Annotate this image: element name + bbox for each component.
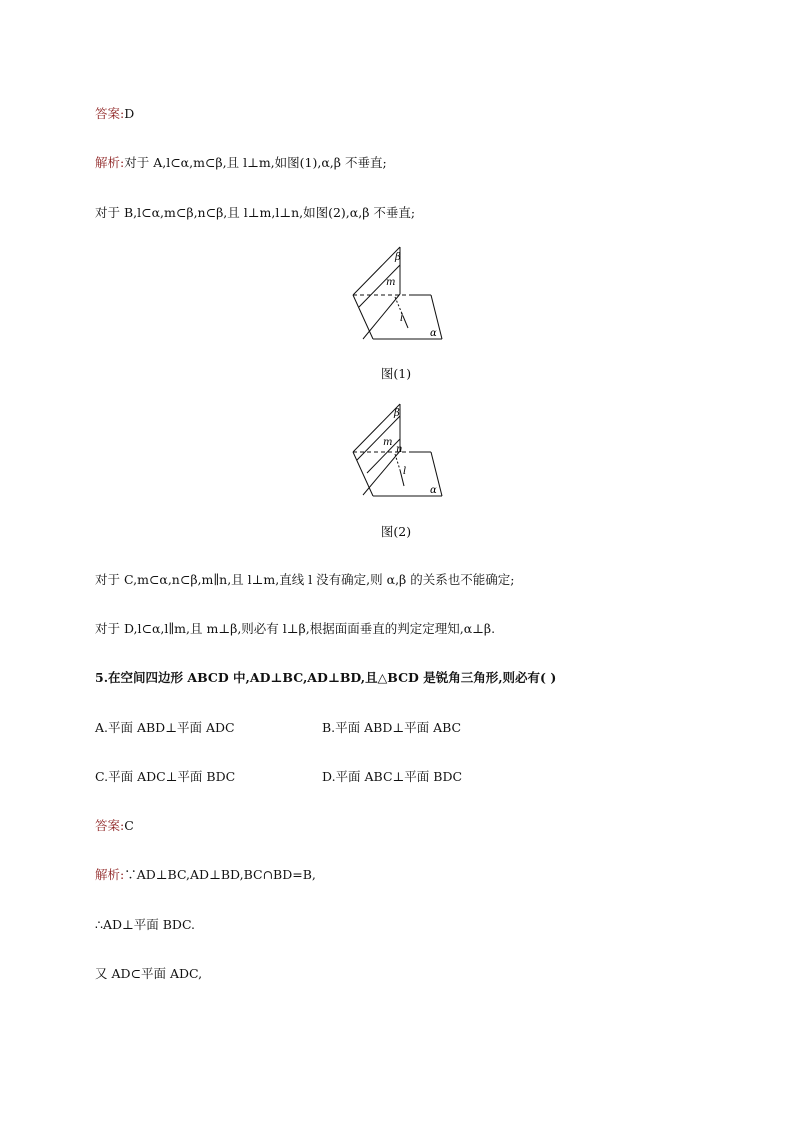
figure-1 bbox=[345, 243, 450, 345]
answer-2-value: C bbox=[124, 818, 134, 833]
figure-2-caption: 图(2) bbox=[380, 524, 412, 539]
option-d: D.平面 ABC⊥平面 BDC bbox=[322, 769, 463, 784]
option-c: C.平面 ADC⊥平面 BDC bbox=[95, 769, 236, 784]
figure-1-beta-label: β bbox=[395, 252, 401, 263]
answer-value: D bbox=[124, 106, 135, 121]
figure-2-beta-label: β bbox=[394, 408, 400, 419]
analysis-text-a: 对于 A,l⊂α,m⊂β,且 l⊥m,如图(1),α,β 不垂直; bbox=[124, 155, 387, 170]
figure-1-l-label: l bbox=[400, 313, 404, 324]
option-b: B.平面 ABD⊥平面 ABC bbox=[322, 720, 462, 735]
option-a: A.平面 ABD⊥平面 ADC bbox=[95, 720, 235, 735]
analysis-2-line-3: 又 AD⊂平面 ADC, bbox=[95, 966, 203, 981]
analysis-line-a bbox=[95, 155, 387, 171]
figure-1-caption: 图(1) bbox=[380, 366, 412, 381]
analysis-label: 解析: bbox=[95, 155, 125, 170]
analysis-line-b bbox=[95, 205, 415, 221]
analysis-2-text-1: ∵AD⊥BC,AD⊥BD,BC∩BD=B, bbox=[124, 867, 316, 882]
figure-2-alpha-label: α bbox=[430, 485, 437, 496]
answer-label: 答案: bbox=[95, 106, 125, 121]
analysis-line-d: 对于 D,l⊂α,l∥m,且 m⊥β,则必有 l⊥β,根据面面垂直的判定定理知,α⊥β. bbox=[95, 621, 496, 636]
answer-line-1 bbox=[95, 106, 134, 122]
figure-2-m-label: m bbox=[383, 437, 393, 448]
figure-1-alpha-label: α bbox=[430, 328, 437, 339]
analysis-2-label: 解析: bbox=[95, 867, 125, 882]
answer-2-label: 答案: bbox=[95, 818, 125, 833]
analysis-text-b: 对于 B,l⊂α,m⊂β,n⊂β,且 l⊥m,l⊥n,如图(2),α,β 不垂直; bbox=[95, 205, 416, 220]
figure-1-m-label: m bbox=[386, 277, 396, 288]
figure-2 bbox=[345, 402, 450, 502]
analysis-line-c: 对于 C,m⊂α,n⊂β,m∥n,且 l⊥m,直线 l 没有确定,则 α,β 的关系也不能确定; bbox=[95, 572, 515, 587]
question-5-stem: 5.在空间四边形 ABCD 中,AD⊥BC,AD⊥BD,且△BCD 是锐角三角形,则必有( ) bbox=[95, 670, 557, 685]
answer-line-2 bbox=[95, 818, 134, 834]
analysis-2-line-1 bbox=[95, 867, 316, 883]
analysis-2-line-2: ∴AD⊥平面 BDC. bbox=[95, 917, 196, 932]
figure-2-l-label: l bbox=[403, 466, 407, 477]
figure-2-n-label: n bbox=[396, 444, 403, 455]
